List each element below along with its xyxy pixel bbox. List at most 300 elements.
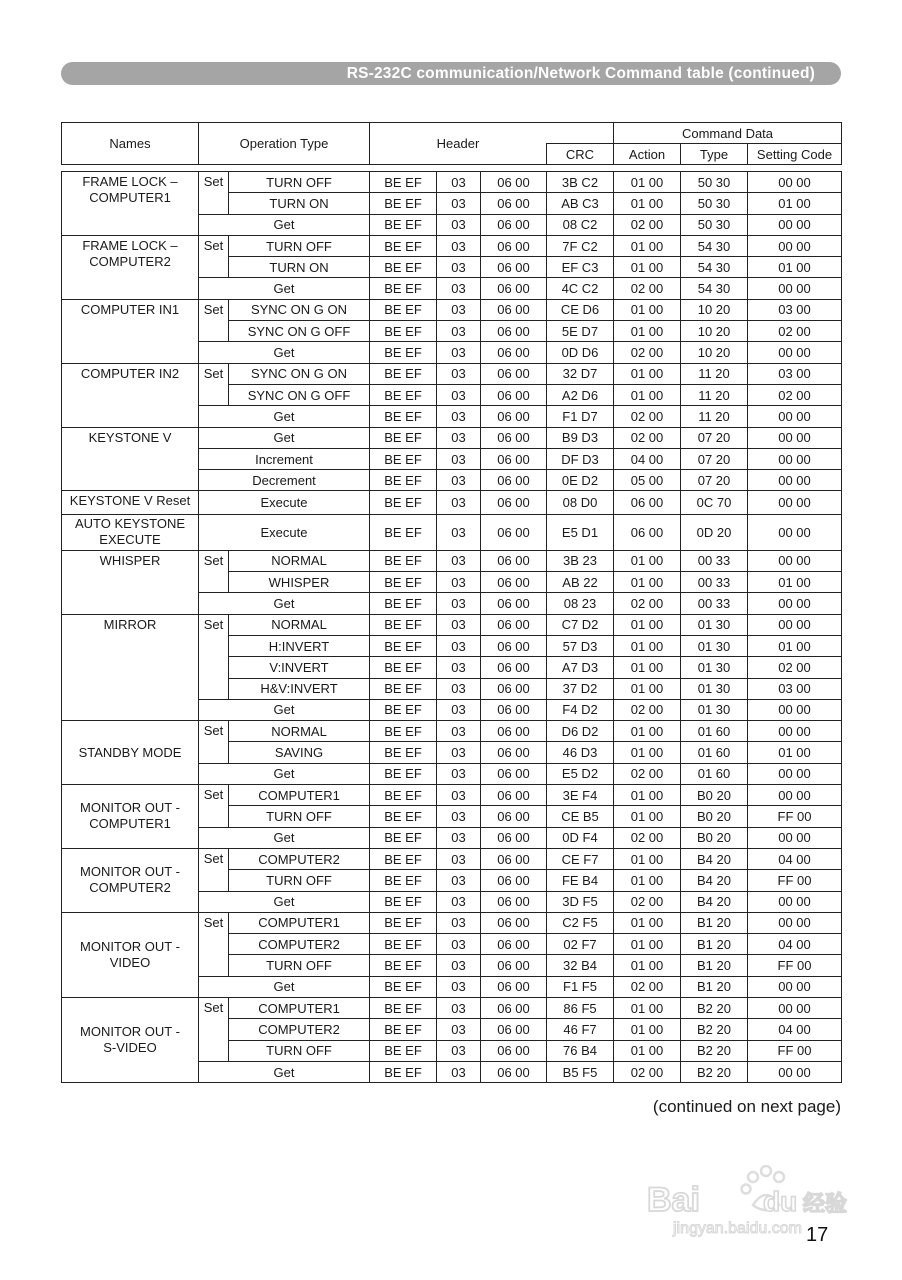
header-bytes-1: BE EF: [370, 635, 437, 656]
setting-code-value: 00 00: [748, 614, 842, 635]
set-label: Set: [199, 997, 229, 1061]
crc-value: AB 22: [547, 572, 614, 593]
header-bytes-1: BE EF: [370, 614, 437, 635]
operation-type: COMPUTER2: [229, 934, 370, 955]
table-row: [62, 550, 842, 571]
crc-value: E5 D2: [547, 763, 614, 784]
type-value: B1 20: [681, 912, 748, 933]
set-label: Set: [199, 235, 229, 278]
header-bytes-1: BE EF: [370, 193, 437, 214]
header-bytes-2: 03: [437, 448, 481, 469]
header-bytes-3: 06 00: [481, 342, 547, 363]
svg-text:du: du: [763, 1186, 798, 1217]
operation-type: Increment: [199, 448, 370, 469]
type-value: 50 30: [681, 172, 748, 193]
setting-code-value: 02 00: [748, 657, 842, 678]
setting-code-value: 04 00: [748, 934, 842, 955]
type-value: 07 20: [681, 427, 748, 448]
setting-code-value: 01 00: [748, 193, 842, 214]
header-bytes-1: BE EF: [370, 257, 437, 278]
header-bytes-1: BE EF: [370, 912, 437, 933]
action-value: 01 00: [614, 235, 681, 256]
type-value: 07 20: [681, 470, 748, 491]
setting-code-value: 00 00: [748, 172, 842, 193]
table-row: [62, 427, 842, 448]
action-value: 01 00: [614, 997, 681, 1018]
action-value: 01 00: [614, 299, 681, 320]
header-bytes-2: 03: [437, 912, 481, 933]
header-bytes-2: 03: [437, 678, 481, 699]
action-value: 02 00: [614, 593, 681, 614]
set-label: Set: [199, 721, 229, 764]
operation-type: TURN OFF: [229, 870, 370, 891]
crc-value: DF D3: [547, 448, 614, 469]
action-value: 02 00: [614, 1061, 681, 1082]
header-bytes-1: BE EF: [370, 763, 437, 784]
table-row: [62, 614, 842, 635]
header-bytes-1: BE EF: [370, 742, 437, 763]
header-bytes-3: 06 00: [481, 827, 547, 848]
operation-type: Get: [199, 827, 370, 848]
crc-value: 08 C2: [547, 214, 614, 235]
command-name: FRAME LOCK – COMPUTER1: [62, 172, 199, 236]
header-bytes-2: 03: [437, 614, 481, 635]
action-value: 02 00: [614, 763, 681, 784]
type-value: 01 30: [681, 678, 748, 699]
table-row: [62, 172, 842, 193]
svg-text:Bai: Bai: [647, 1181, 700, 1219]
command-name: FRAME LOCK – COMPUTER2: [62, 235, 199, 299]
crc-value: EF C3: [547, 257, 614, 278]
type-value: 01 60: [681, 721, 748, 742]
header-bytes-2: 03: [437, 550, 481, 571]
set-label: Set: [199, 614, 229, 699]
type-value: B0 20: [681, 806, 748, 827]
command-table: [61, 122, 842, 1083]
type-value: 50 30: [681, 193, 748, 214]
set-label: Set: [199, 550, 229, 593]
operation-type: Get: [199, 278, 370, 299]
type-value: 0D 20: [681, 514, 748, 550]
header-bytes-1: BE EF: [370, 214, 437, 235]
setting-code-value: 00 00: [748, 912, 842, 933]
crc-value: 3B 23: [547, 550, 614, 571]
header-bytes-1: BE EF: [370, 491, 437, 514]
header-spacer: [62, 165, 842, 172]
setting-code-value: 00 00: [748, 448, 842, 469]
header-bytes-2: 03: [437, 806, 481, 827]
operation-type: V:INVERT: [229, 657, 370, 678]
header-bytes-2: 03: [437, 721, 481, 742]
crc-value: C2 F5: [547, 912, 614, 933]
header-crc-spacer: [547, 123, 614, 144]
type-value: B4 20: [681, 870, 748, 891]
header-bytes-1: BE EF: [370, 321, 437, 342]
header-bytes-1: BE EF: [370, 593, 437, 614]
header-bytes-1: BE EF: [370, 997, 437, 1018]
header-bytes-3: 06 00: [481, 593, 547, 614]
type-value: 01 60: [681, 763, 748, 784]
header-bytes-2: 03: [437, 363, 481, 384]
operation-type: H:INVERT: [229, 635, 370, 656]
header-action: Action: [614, 144, 681, 165]
operation-type: Get: [199, 699, 370, 720]
action-value: 01 00: [614, 363, 681, 384]
header-command-data: Command Data: [614, 123, 842, 144]
header-bytes-3: 06 00: [481, 934, 547, 955]
header-bytes-3: 06 00: [481, 470, 547, 491]
type-value: 11 20: [681, 363, 748, 384]
header-bytes-3: 06 00: [481, 384, 547, 405]
header-bytes-1: BE EF: [370, 278, 437, 299]
header-bytes-3: 06 00: [481, 721, 547, 742]
action-value: 01 00: [614, 193, 681, 214]
type-value: 54 30: [681, 257, 748, 278]
crc-value: 0E D2: [547, 470, 614, 491]
header-bytes-1: BE EF: [370, 342, 437, 363]
crc-value: 08 23: [547, 593, 614, 614]
header-bytes-3: 06 00: [481, 870, 547, 891]
header-bytes-2: 03: [437, 934, 481, 955]
header-bytes-1: BE EF: [370, 721, 437, 742]
header-bytes-1: BE EF: [370, 470, 437, 491]
header-bytes-2: 03: [437, 955, 481, 976]
header-bytes-2: 03: [437, 491, 481, 514]
header-bytes-3: 06 00: [481, 1061, 547, 1082]
header-bytes-2: 03: [437, 235, 481, 256]
crc-value: 0D D6: [547, 342, 614, 363]
header-bytes-3: 06 00: [481, 742, 547, 763]
header-bytes-3: 06 00: [481, 572, 547, 593]
header-bytes-3: 06 00: [481, 406, 547, 427]
command-name: MONITOR OUT - S-VIDEO: [62, 997, 199, 1082]
header-bytes-2: 03: [437, 193, 481, 214]
header-bytes-1: BE EF: [370, 657, 437, 678]
type-value: 11 20: [681, 384, 748, 405]
type-value: 01 30: [681, 657, 748, 678]
action-value: 01 00: [614, 678, 681, 699]
crc-value: F4 D2: [547, 699, 614, 720]
setting-code-value: 03 00: [748, 299, 842, 320]
crc-value: E5 D1: [547, 514, 614, 550]
setting-code-value: 02 00: [748, 321, 842, 342]
action-value: 02 00: [614, 699, 681, 720]
crc-value: F1 D7: [547, 406, 614, 427]
header-bytes-2: 03: [437, 593, 481, 614]
action-value: 01 00: [614, 912, 681, 933]
type-value: B1 20: [681, 976, 748, 997]
header-bytes-1: BE EF: [370, 363, 437, 384]
header-bytes-1: BE EF: [370, 299, 437, 320]
operation-type: Get: [199, 342, 370, 363]
action-value: 02 00: [614, 827, 681, 848]
action-value: 01 00: [614, 550, 681, 571]
set-label: Set: [199, 848, 229, 891]
header-bytes-3: 06 00: [481, 1019, 547, 1040]
action-value: 01 00: [614, 614, 681, 635]
table-row: [62, 912, 842, 933]
command-name: STANDBY MODE: [62, 721, 199, 785]
crc-value: 08 D0: [547, 491, 614, 514]
header-bytes-1: BE EF: [370, 384, 437, 405]
command-name: KEYSTONE V Reset: [62, 491, 199, 514]
header-bytes-1: BE EF: [370, 934, 437, 955]
crc-value: B9 D3: [547, 427, 614, 448]
action-value: 06 00: [614, 514, 681, 550]
header-bytes-2: 03: [437, 635, 481, 656]
header-bytes-3: 06 00: [481, 763, 547, 784]
header-bytes-3: 06 00: [481, 448, 547, 469]
type-value: B1 20: [681, 934, 748, 955]
setting-code-value: 04 00: [748, 848, 842, 869]
setting-code-value: 00 00: [748, 491, 842, 514]
operation-type: Execute: [199, 491, 370, 514]
operation-type: NORMAL: [229, 614, 370, 635]
table-row: [62, 491, 842, 514]
operation-type: Decrement: [199, 470, 370, 491]
type-value: B1 20: [681, 955, 748, 976]
spacer-cell: [62, 165, 842, 172]
header-bytes-3: 06 00: [481, 321, 547, 342]
command-name: KEYSTONE V: [62, 427, 199, 491]
type-value: 07 20: [681, 448, 748, 469]
header-bytes-2: 03: [437, 997, 481, 1018]
svg-text:jingyan.baidu.com: jingyan.baidu.com: [673, 1220, 802, 1237]
setting-code-value: FF 00: [748, 806, 842, 827]
operation-type: Get: [199, 1061, 370, 1082]
type-value: 00 33: [681, 572, 748, 593]
header-bytes-2: 03: [437, 1040, 481, 1061]
header-bytes-3: 06 00: [481, 491, 547, 514]
setting-code-value: 00 00: [748, 785, 842, 806]
command-name: MONITOR OUT - COMPUTER1: [62, 785, 199, 849]
operation-type: SAVING: [229, 742, 370, 763]
header-bytes-2: 03: [437, 384, 481, 405]
crc-value: 46 D3: [547, 742, 614, 763]
setting-code-value: 00 00: [748, 550, 842, 571]
crc-value: 37 D2: [547, 678, 614, 699]
action-value: 02 00: [614, 342, 681, 363]
header-bytes-3: 06 00: [481, 657, 547, 678]
svg-text:经验: 经验: [803, 1192, 848, 1217]
operation-type: TURN ON: [229, 257, 370, 278]
header-bytes-3: 06 00: [481, 976, 547, 997]
operation-type: Execute: [199, 514, 370, 550]
command-name: COMPUTER IN2: [62, 363, 199, 427]
crc-value: 5E D7: [547, 321, 614, 342]
set-label: Set: [199, 172, 229, 215]
setting-code-value: 00 00: [748, 997, 842, 1018]
action-value: 01 00: [614, 721, 681, 742]
crc-value: 02 F7: [547, 934, 614, 955]
header-bytes-3: 06 00: [481, 955, 547, 976]
action-value: 01 00: [614, 955, 681, 976]
header-bytes-2: 03: [437, 785, 481, 806]
header-row-1: [62, 123, 842, 144]
header-bytes-3: 06 00: [481, 785, 547, 806]
setting-code-value: 00 00: [748, 342, 842, 363]
operation-type: SYNC ON G OFF: [229, 321, 370, 342]
table-row: [62, 514, 842, 550]
setting-code-value: 01 00: [748, 635, 842, 656]
header-bytes-3: 06 00: [481, 1040, 547, 1061]
operation-type: Get: [199, 593, 370, 614]
action-value: 05 00: [614, 470, 681, 491]
setting-code-value: 03 00: [748, 678, 842, 699]
setting-code-value: 00 00: [748, 891, 842, 912]
header-header: Header: [370, 123, 547, 165]
operation-type: COMPUTER1: [229, 785, 370, 806]
type-value: 50 30: [681, 214, 748, 235]
operation-type: COMPUTER1: [229, 997, 370, 1018]
type-value: B4 20: [681, 848, 748, 869]
header-bytes-2: 03: [437, 976, 481, 997]
header-bytes-3: 06 00: [481, 806, 547, 827]
setting-code-value: 00 00: [748, 593, 842, 614]
header-bytes-1: BE EF: [370, 678, 437, 699]
type-value: B0 20: [681, 785, 748, 806]
setting-code-value: 00 00: [748, 827, 842, 848]
type-value: 00 33: [681, 550, 748, 571]
header-bytes-2: 03: [437, 299, 481, 320]
setting-code-value: 00 00: [748, 763, 842, 784]
operation-type: Get: [199, 763, 370, 784]
setting-code-value: 00 00: [748, 1061, 842, 1082]
header-bytes-3: 06 00: [481, 614, 547, 635]
type-value: 0C 70: [681, 491, 748, 514]
operation-type: SYNC ON G ON: [229, 363, 370, 384]
action-value: 02 00: [614, 976, 681, 997]
setting-code-value: 00 00: [748, 427, 842, 448]
header-bytes-1: BE EF: [370, 235, 437, 256]
action-value: 01 00: [614, 657, 681, 678]
type-value: 01 60: [681, 742, 748, 763]
setting-code-value: 00 00: [748, 699, 842, 720]
header-type: Type: [681, 144, 748, 165]
table-row: [62, 848, 842, 869]
header-operation-type: Operation Type: [199, 123, 370, 165]
header-bytes-1: BE EF: [370, 785, 437, 806]
crc-value: F1 F5: [547, 976, 614, 997]
command-name: COMPUTER IN1: [62, 299, 199, 363]
header-bytes-3: 06 00: [481, 699, 547, 720]
type-value: 01 30: [681, 635, 748, 656]
header-bytes-1: BE EF: [370, 870, 437, 891]
setting-code-value: FF 00: [748, 870, 842, 891]
action-value: 02 00: [614, 891, 681, 912]
setting-code-value: 00 00: [748, 470, 842, 491]
action-value: 02 00: [614, 427, 681, 448]
action-value: 02 00: [614, 278, 681, 299]
type-value: B0 20: [681, 827, 748, 848]
command-name: MIRROR: [62, 614, 199, 720]
table-row: [62, 299, 842, 320]
table-body: [62, 123, 842, 1083]
setting-code-value: 04 00: [748, 1019, 842, 1040]
crc-value: 32 D7: [547, 363, 614, 384]
header-bytes-1: BE EF: [370, 699, 437, 720]
table-row: [62, 785, 842, 806]
action-value: 04 00: [614, 448, 681, 469]
header-crc: CRC: [547, 144, 614, 165]
header-bytes-2: 03: [437, 657, 481, 678]
header-bytes-3: 06 00: [481, 172, 547, 193]
setting-code-value: 00 00: [748, 406, 842, 427]
command-name: WHISPER: [62, 550, 199, 614]
crc-value: 7F C2: [547, 235, 614, 256]
action-value: 01 00: [614, 257, 681, 278]
action-value: 06 00: [614, 491, 681, 514]
header-bytes-1: BE EF: [370, 550, 437, 571]
type-value: 10 20: [681, 299, 748, 320]
type-value: 10 20: [681, 321, 748, 342]
crc-value: 3D F5: [547, 891, 614, 912]
header-bytes-2: 03: [437, 470, 481, 491]
header-bytes-2: 03: [437, 848, 481, 869]
setting-code-value: 01 00: [748, 742, 842, 763]
operation-type: COMPUTER2: [229, 848, 370, 869]
setting-code-value: 00 00: [748, 721, 842, 742]
type-value: B2 20: [681, 1040, 748, 1061]
header-bytes-3: 06 00: [481, 678, 547, 699]
header-bytes-2: 03: [437, 214, 481, 235]
operation-type: TURN OFF: [229, 235, 370, 256]
action-value: 02 00: [614, 214, 681, 235]
setting-code-value: FF 00: [748, 1040, 842, 1061]
header-bytes-2: 03: [437, 1061, 481, 1082]
operation-type: COMPUTER2: [229, 1019, 370, 1040]
crc-value: D6 D2: [547, 721, 614, 742]
crc-value: CE B5: [547, 806, 614, 827]
type-value: B2 20: [681, 1019, 748, 1040]
operation-type: TURN OFF: [229, 806, 370, 827]
header-bytes-2: 03: [437, 1019, 481, 1040]
action-value: 01 00: [614, 635, 681, 656]
header-bytes-2: 03: [437, 321, 481, 342]
setting-code-value: 03 00: [748, 363, 842, 384]
crc-value: 32 B4: [547, 955, 614, 976]
operation-type: Get: [199, 406, 370, 427]
header-bytes-3: 06 00: [481, 891, 547, 912]
operation-type: TURN ON: [229, 193, 370, 214]
header-bytes-2: 03: [437, 763, 481, 784]
table-row: [62, 997, 842, 1018]
setting-code-value: 00 00: [748, 976, 842, 997]
setting-code-value: 00 00: [748, 214, 842, 235]
continued-note: (continued on next page): [652, 1097, 841, 1116]
header-bytes-1: BE EF: [370, 572, 437, 593]
action-value: 01 00: [614, 572, 681, 593]
command-name: MONITOR OUT - VIDEO: [62, 912, 199, 997]
operation-type: Get: [199, 891, 370, 912]
header-setting-code: Setting Code: [748, 144, 842, 165]
operation-type: Get: [199, 976, 370, 997]
type-value: 00 33: [681, 593, 748, 614]
header-bytes-2: 03: [437, 427, 481, 448]
header-bytes-1: BE EF: [370, 514, 437, 550]
setting-code-value: 00 00: [748, 514, 842, 550]
operation-type: TURN OFF: [229, 172, 370, 193]
banner-title: RS-232C communication/Network Command table (continued): [346, 65, 815, 82]
header-bytes-3: 06 00: [481, 550, 547, 571]
action-value: 01 00: [614, 848, 681, 869]
action-value: 01 00: [614, 1040, 681, 1061]
action-value: 01 00: [614, 806, 681, 827]
table-row: [62, 363, 842, 384]
crc-value: CE F7: [547, 848, 614, 869]
type-value: B2 20: [681, 1061, 748, 1082]
operation-type: SYNC ON G OFF: [229, 384, 370, 405]
